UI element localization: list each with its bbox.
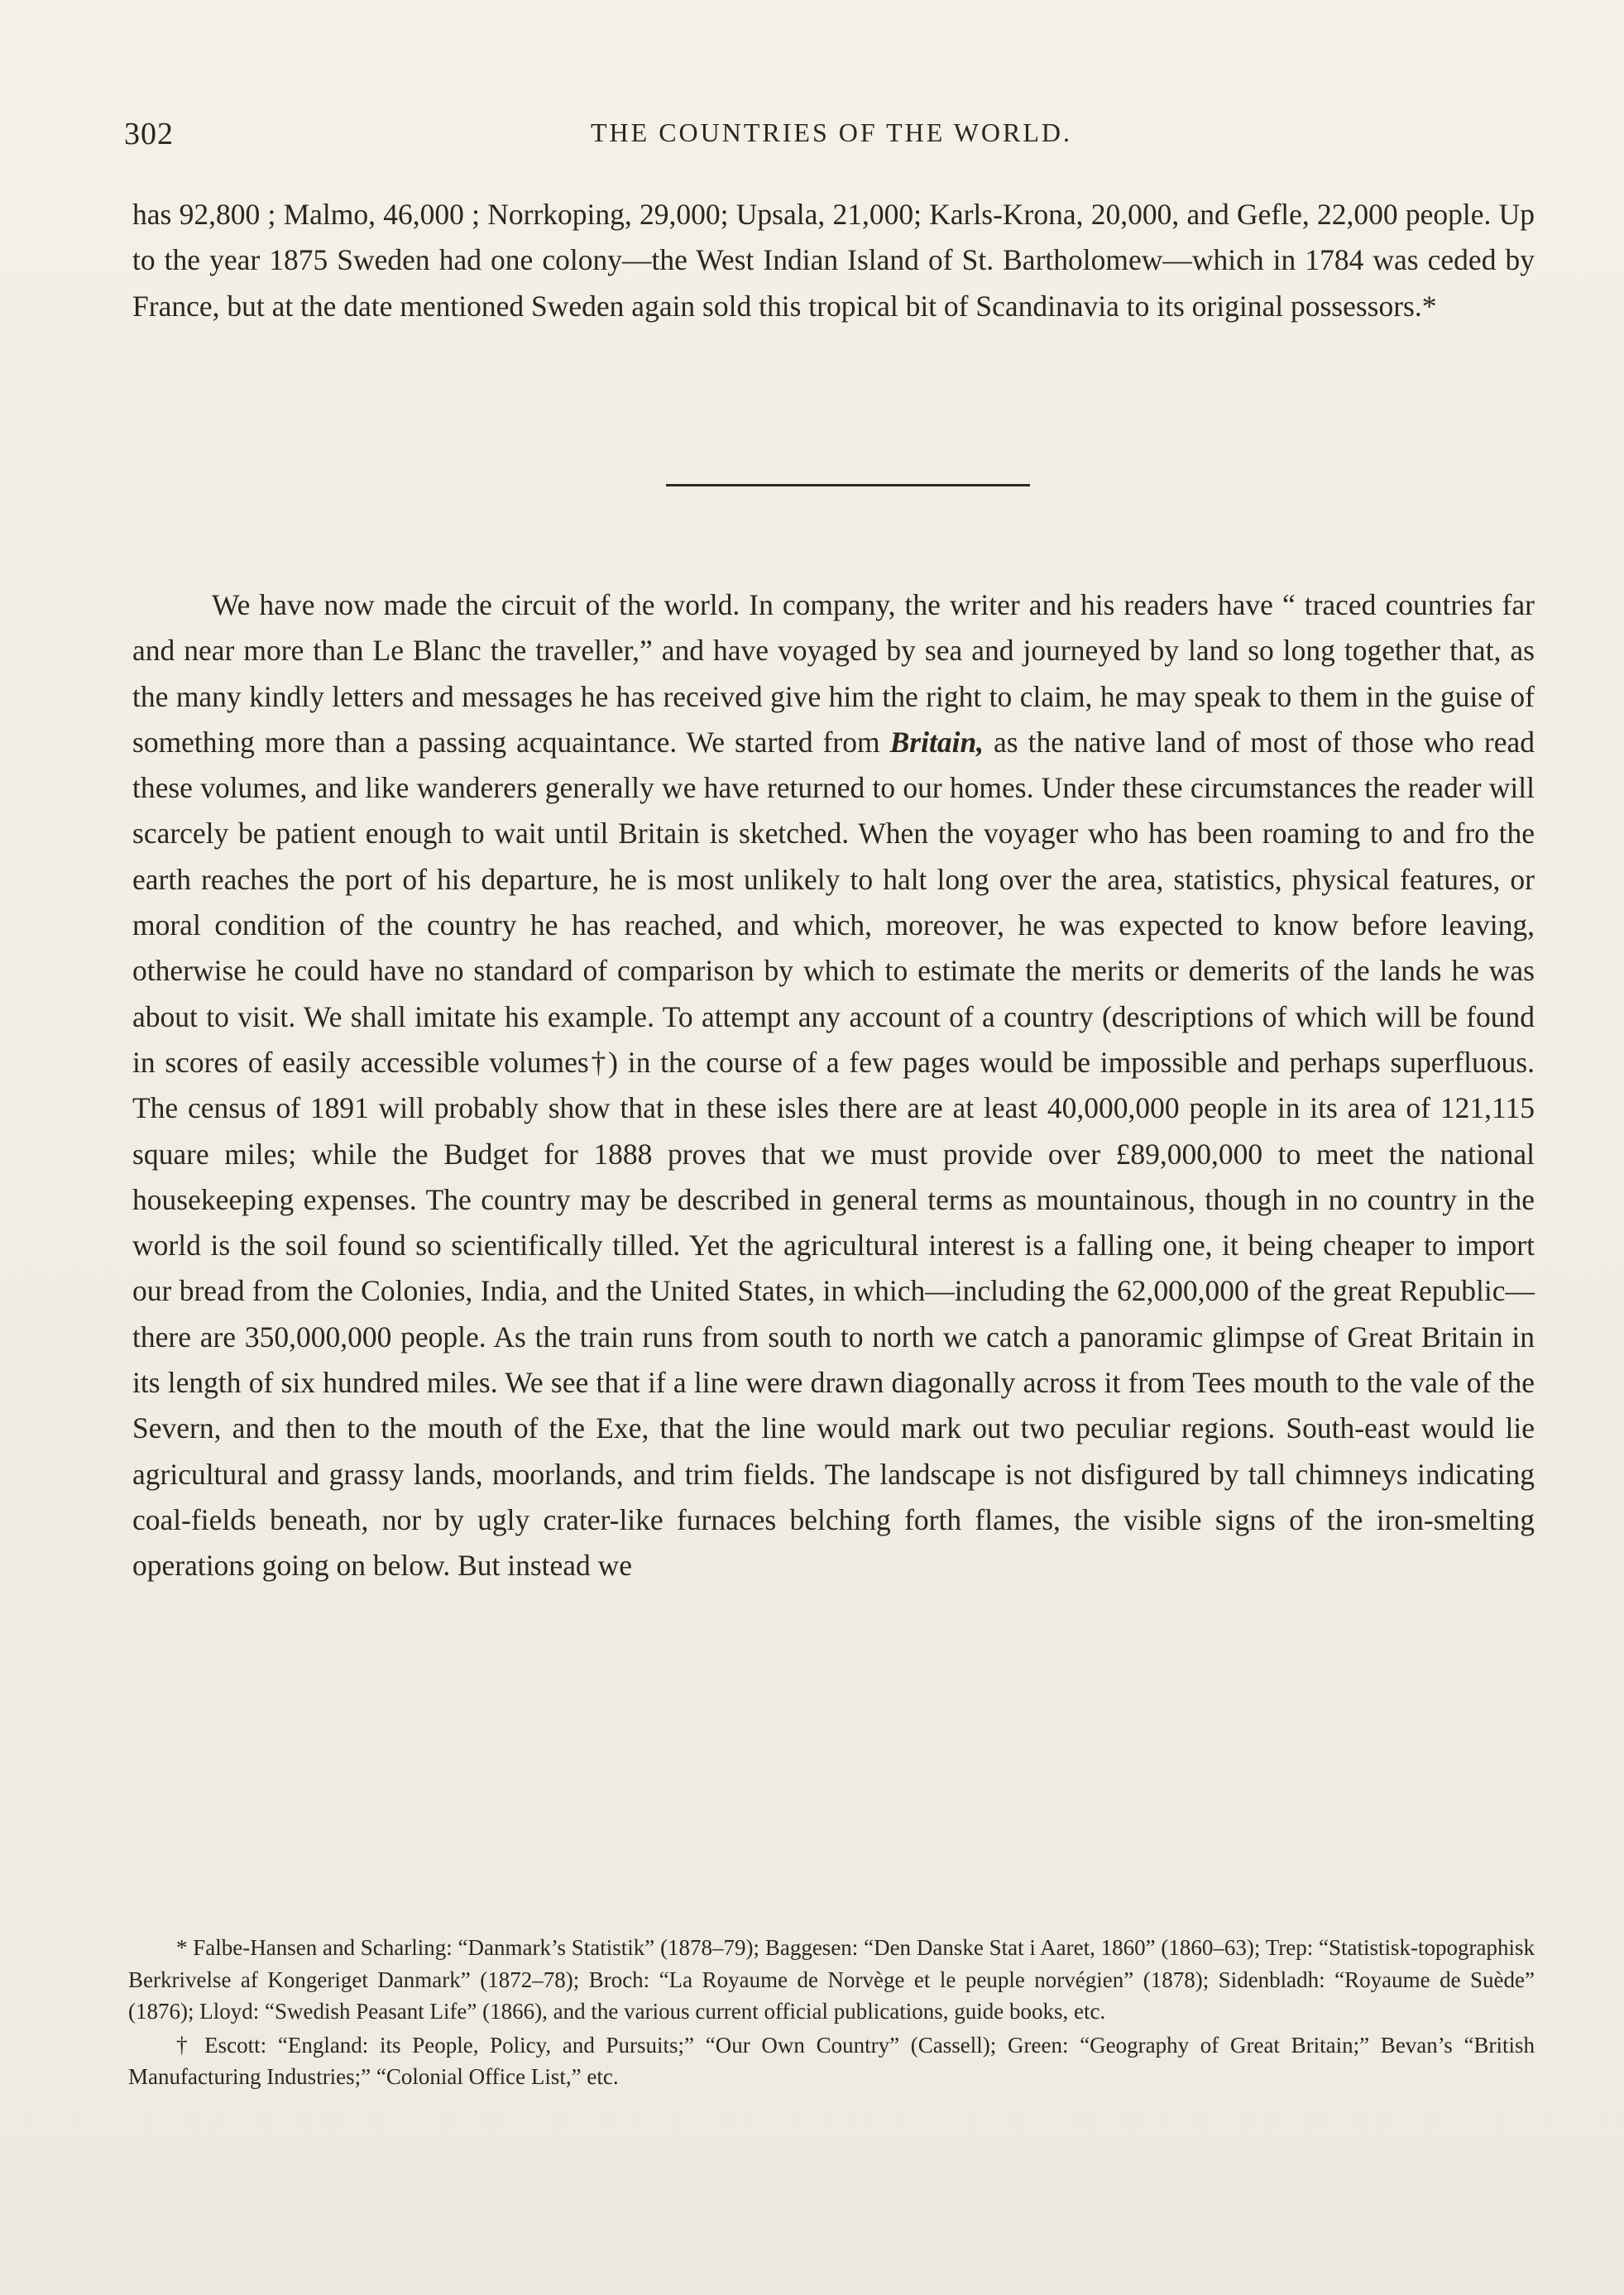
running-title: THE COUNTRIES OF THE WORLD. [590, 117, 1073, 147]
page-number: 302 [124, 117, 174, 151]
footnotes [128, 1932, 1535, 2093]
main-paragraph-text-end: as the native land of most of those who read these volumes, and like wanderers generally we have returned to our homes. Under these circumstances the reader will scarcely be patient enough to wait until Britain is sketched. When the voyager who has been roaming to and fro the earth reaches the port of his departure, he is most unlikely to halt long over the area, statistics, physical features, or moral condition of the country he has reached, and which, moreover, he was expected to know before leaving, otherwise he could have no standard of comparison by which to estimate the merits or demerits of the lands he was about to visit. We shall imitate his example. To attempt any account of a country (descriptions of which will be found in scores of easily accessible volumes†) in the course of a few pages would be impossible and perhaps superfluous. The census of 1891 will probably show that in these isles there are at least 40,000,000 people in its area of 121,115 square miles; while the Budget for 1888 proves that we must provide over £89,000,000 to meet the national housekeeping expenses. The country may be described in general terms as mountainous, though in no country in the world is the soil found so scientifically tilled. Yet the agricultural interest is a falling one, it being cheaper to import our bread from the Colonies, India, and the United States, in which—including the 62,000,000 of the great Republic—there are 350,000,000 people. As the train runs from south to north we catch a panoramic glimpse of Great Britain in its length of six hundred miles. We see that if a line were drawn diagonally across it from Tees mouth to the vale of the Severn, and then to the mouth of the Exe, that the line would mark out two peculiar regions. South-east would lie agricultural and grassy lands, moorlands, and trim fields. The landscape is not disfigured by tall chimneys indicating coal-fields beneath, nor by ugly crater-like furnaces belching forth flames, the visible signs of the iron-smelting operations going on below. But instead we [132, 725, 1535, 1583]
footnote-dagger: † Escott: “England: its People, Policy, and Pursuits;” “Our Own Country” (Cassell); Green: “Geography of Great Britain;” Bevan’s “British Manufacturing Industries;” “Colonial Office List,” etc. [128, 2032, 1535, 2089]
section-divider [666, 484, 1030, 486]
main-paragraph [132, 582, 1535, 1589]
italic-britain: Britain, [889, 725, 984, 759]
footnote-asterisk: * Falbe-Hansen and Scharling: “Danmark’s Statistik” (1878–79); Baggesen: “Den Danske Stat i Aaret, 1860” (1860–63); Trep: “Statistisk-topographisk Berkrivelse af Kongeriget Danmark” (1872–78); Broch: “La Royaume de Norvège et le peuple norvégien” (1878); Sidenbladh: “Royaume de Suède” (1876); Lloyd: “Swedish Peasant Life” (1866), and the various current official publications, guide books, etc. [128, 1935, 1535, 2024]
running-head [124, 116, 1539, 157]
main-paragraph-text-start: We have now made the circuit of the world. In company, the writer and his readers have “ traced countries far and near more than Le Blanc the traveller,” and have voyaged by sea and journeyed by land so long together that, as the many kindly letters and messages he has received give him the right to claim, he may speak to them in the guise of something more than a passing acquaintance. We started from [132, 588, 1535, 759]
continuation-paragraph: has 92,800 ; Malmo, 46,000 ; Norrkoping, 29,000; Upsala, 21,000; Karls-Krona, 20,000, and Gefle, 22,000 people. Up to the year 1875 Sweden had one colony—the West Indian Island of St. Bartholomew—which in 1784 was ceded by France, but at the date mentioned Sweden again sold this tropical bit of Scandinavia to its original possessors.* [132, 198, 1535, 323]
